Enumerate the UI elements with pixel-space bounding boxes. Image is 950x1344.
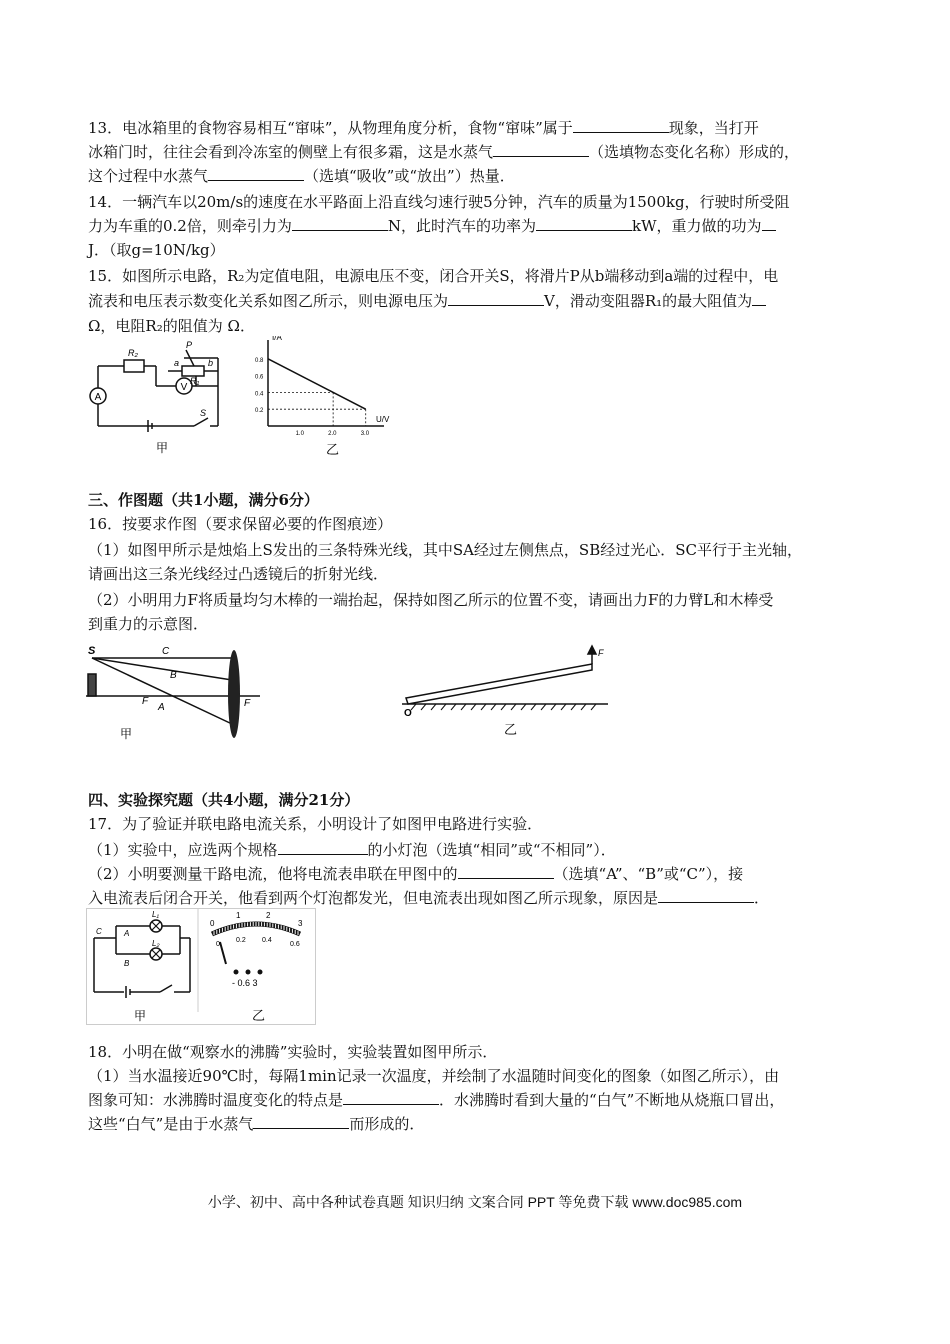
answer-blank[interactable] [752, 291, 766, 306]
q15-line3: Ω，电阻R₂的阻值为 Ω． [88, 317, 255, 335]
caption-yi: 乙 [326, 442, 340, 457]
y-tick-label: 0.6 [255, 374, 264, 381]
answer-blank[interactable] [208, 166, 304, 181]
text: （2）小明要测量干路电流，他将电流表串联在甲图中的 [88, 865, 458, 883]
meter-needle [220, 942, 226, 964]
lamp-l1-icon [150, 920, 162, 932]
label-b: b [208, 358, 214, 368]
label-f: F [598, 648, 604, 658]
label-s: S [200, 408, 207, 418]
ground-hatch-mark [421, 704, 426, 710]
label-c: C [96, 927, 102, 936]
ground-hatch-mark [481, 704, 486, 710]
answer-blank[interactable] [278, 840, 368, 855]
answer-blank[interactable] [448, 291, 544, 306]
text: 图象可知：水沸腾时温度变化的特点是 [88, 1091, 344, 1109]
ground-hatch-mark [541, 704, 546, 710]
text: 的小灯泡（选填“相同”或“不相同”）． [367, 841, 616, 859]
y-axis-label: I/A [272, 336, 282, 342]
text: 这些“白气”是由于水蒸气 [88, 1115, 254, 1133]
label-l2: L₂ [152, 939, 160, 948]
label-r1: R₁ [190, 376, 200, 386]
q15-line2 [88, 291, 868, 311]
q16-line4: （2）小明用力F将质量均匀木棒的一端抬起，保持如图乙所示的位置不变，请画出力F的力臂L和木棒受 [88, 591, 774, 609]
convex-lens-icon [228, 650, 240, 738]
ground-hatch-mark [461, 704, 466, 710]
label-r2: R₂ [128, 348, 138, 358]
q17-line2 [88, 840, 868, 860]
section-3-heading: 三、作图题（共1小题，满分6分） [88, 491, 319, 509]
lamp-l2-icon [150, 948, 162, 960]
label-p: P [186, 340, 193, 350]
scale-06a-04: 0.4 [262, 937, 272, 944]
q13-line3 [88, 166, 868, 186]
switch-s [194, 418, 208, 426]
q17-line1: 17．为了验证并联电路电流关系，小明设计了如图甲电路进行实验． [88, 815, 543, 833]
text: 冰箱门时，往往会看到冷冻室的侧壁上有很多霜，这是水蒸气 [88, 143, 494, 161]
q18-line1: 18．小明在做“观察水的沸腾”实验时，实验装置如图甲所示． [88, 1043, 498, 1061]
text: 入电流表后闭合开关，他看到两个灯泡都发光，但电流表出现如图乙所示现象，原因是 [88, 889, 659, 907]
answer-blank[interactable] [762, 216, 776, 231]
answer-blank[interactable] [493, 142, 589, 157]
text: （选填“A”、“B”或“C”），接 [553, 865, 744, 883]
figure-16-lens [84, 638, 264, 744]
ground-hatch-mark [581, 704, 586, 710]
q16-line5: 到重力的示意图． [88, 615, 209, 633]
q18-line4 [88, 1114, 868, 1134]
y-tick-label: 0.4 [255, 391, 264, 398]
answer-blank[interactable] [343, 1090, 439, 1105]
text: 流表和电压表示数变化关系如图乙所示，则电源电压为 [88, 292, 449, 310]
figure-15-circuit [86, 336, 236, 456]
text: 现象，当打开 [668, 119, 759, 137]
caption-jia: 甲 [120, 727, 133, 741]
figure-16-rod [396, 640, 612, 744]
q14-line1: 14．一辆汽车以20m/s的速度在水平路面上沿直线匀速行驶5分钟，汽车的质量为1500kg，行驶时所受阻 [88, 193, 790, 211]
figure-17 [86, 908, 316, 1026]
y-tick-label: 0.2 [255, 408, 264, 415]
scale-3a-2: 2 [266, 911, 271, 920]
footer-text: 小学、初中、高中各种试卷真题 知识归纳 文案合同 PPT 等免费下载 www.doc985.com [207, 1194, 743, 1210]
label-f-right: F [244, 698, 251, 709]
label-s: S [88, 645, 96, 657]
label-b: B [170, 670, 177, 681]
ground-hatch-mark [591, 704, 596, 710]
label-o: O [404, 708, 412, 719]
q14-line3: J．（取g=10N/kg） [88, 241, 225, 259]
ground-hatch-mark [531, 704, 536, 710]
scale-3a-1: 1 [236, 911, 241, 920]
text: 13．电冰箱里的食物容易相互“窜味”，从物理角度分析，食物“窜味”属于 [88, 119, 573, 137]
text: （选填“吸收”或“放出”）热量． [304, 167, 515, 185]
q16-line1: 16．按要求作图（要求保留必要的作图痕迹） [88, 515, 393, 533]
x-axis-label: U/V [376, 415, 390, 424]
label-l1: L₁ [152, 910, 159, 919]
ground-hatch-mark [451, 704, 456, 710]
x-tick-label: 2.0 [328, 431, 337, 437]
text: 力为车重的0.2倍，则牵引力为 [88, 217, 292, 235]
answer-blank[interactable] [536, 216, 632, 231]
label-b: B [124, 959, 130, 968]
x-tick-label: 1.0 [295, 431, 304, 437]
text: （选填物态变化名称）形成的， [589, 143, 800, 161]
scale-06a-0: 0 [216, 941, 220, 948]
q17-line3 [88, 864, 868, 884]
resistor-r2 [124, 360, 144, 372]
ground-hatch-mark [501, 704, 506, 710]
q15-line1: 15．如图所示电路，R₂为定值电阻，电源电压不变，闭合开关S，将滑片P从b端移动到a端的过程中，电 [88, 267, 779, 285]
ground-hatch-mark [521, 704, 526, 710]
ammeter-dial [212, 922, 300, 964]
text: V，滑动变阻器R₁的最大阻值为 [544, 292, 753, 310]
caption-yi: 乙 [504, 722, 518, 737]
candle-icon [88, 674, 96, 696]
q18-line2: （1）当水温接近90℃时，每隔1min记录一次温度，并绘制了水温随时间变化的图象（如图乙所示），由 [88, 1067, 780, 1085]
text: 这个过程中水蒸气 [88, 167, 209, 185]
answer-blank[interactable] [458, 864, 554, 879]
caption-jia: 甲 [156, 441, 169, 455]
scale-3a-3: 3 [298, 919, 303, 928]
q13-line1 [88, 118, 868, 138]
text: N，此时汽车的功率为 [387, 217, 536, 235]
text: ． [754, 889, 770, 907]
ground-hatch-mark [491, 704, 496, 710]
ground-hatch-mark [471, 704, 476, 710]
q17-line4 [88, 888, 868, 908]
q14-line2 [88, 216, 868, 236]
ground-hatch-mark [551, 704, 556, 710]
wooden-rod [406, 664, 592, 704]
series-line [268, 359, 366, 409]
answer-blank[interactable] [658, 888, 754, 903]
ground-hatch-mark [441, 704, 446, 710]
answer-blank[interactable] [253, 1114, 349, 1129]
label-a: A [124, 929, 130, 938]
label-a: A [158, 702, 165, 713]
text: kW，重力做的功为 [632, 217, 762, 235]
q18-line3 [88, 1090, 868, 1110]
label-a: a [174, 358, 180, 368]
text: 而形成的． [349, 1115, 425, 1133]
q13-line2 [88, 142, 868, 162]
section-4-heading: 四、实验探究题（共4小题，满分21分） [88, 791, 360, 809]
ammeter-label: A [94, 392, 102, 403]
text: ．水沸腾时看到大量的“白气”不断地从烧瓶口冒出， [439, 1091, 785, 1109]
figure-15-chart [254, 336, 399, 458]
caption-jia: 甲 [134, 1009, 147, 1023]
y-tick-label: 0.8 [255, 357, 264, 364]
label-f-left: F [142, 696, 149, 707]
scale-06a-06: 0.6 [290, 941, 300, 948]
caption-yi: 乙 [252, 1008, 266, 1023]
meter-terminals: - 0.6 3 [232, 978, 258, 988]
ground-hatch-mark [571, 704, 576, 710]
ground-hatch-mark [431, 704, 436, 710]
ground-hatch-mark [511, 704, 516, 710]
answer-blank[interactable] [573, 118, 669, 133]
x-tick-label: 3.0 [360, 431, 370, 437]
ground-hatch-mark [561, 704, 566, 710]
answer-blank[interactable] [292, 216, 388, 231]
scale-06a-02: 0.2 [236, 937, 246, 944]
q16-line2: （1）如图甲所示是烛焰上S发出的三条特殊光线，其中SA经过左侧焦点，SB经过光心．SC平行于主光轴， [88, 541, 802, 559]
scale-3a-0: 0 [210, 919, 215, 928]
text: （1）实验中，应选两个规格 [88, 841, 278, 859]
q16-line3: 请画出这三条光线经过凸透镜后的折射光线． [88, 565, 389, 583]
label-c: C [162, 646, 170, 657]
voltmeter-label: V [180, 382, 188, 393]
